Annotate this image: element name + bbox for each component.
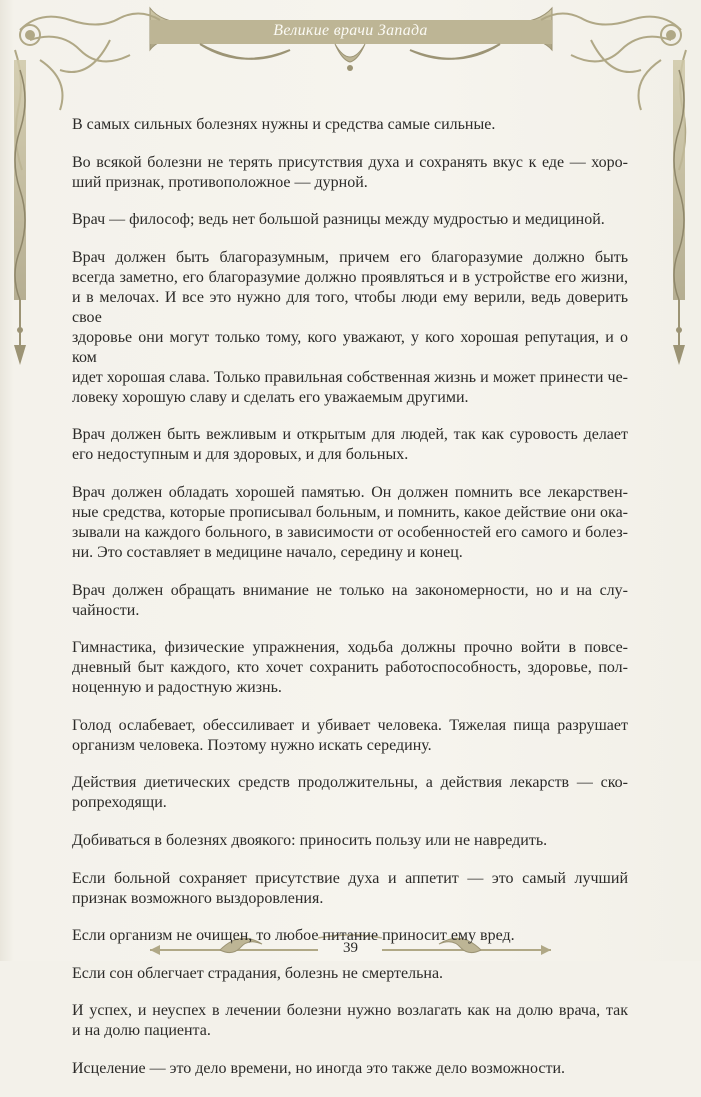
text-line: ловеку хорошую славу и сделать его уважаемым другими. [72, 388, 469, 406]
text-line: ни. Это составляет в медицине начало, середину и конец. [72, 543, 463, 561]
text-line: Врач — философ; ведь нет большой разницы между мудростью и медициной. [72, 211, 605, 229]
paragraph [72, 831, 628, 851]
text-line: зывали на каждого больного, в зависимости от особенностей его самого и болез- [72, 523, 628, 541]
text-line: Добиваться в болезнях двоякого: приносить пользу или не навредить. [72, 831, 548, 849]
text-line: Если сон облегчает страдания, болезнь не смертельна. [72, 964, 444, 982]
text-line: ший признак, противоположное — дурной. [72, 173, 368, 191]
text-line: организм человека. Поэтому нужно искать середину. [72, 736, 432, 754]
text-line: Исцеление — это дело времени, но иногда это также дело возможности. [72, 1059, 566, 1077]
text-line: здоровье они могут только тому, кого уважают, у кого хорошая репутация, и о ком [72, 328, 628, 366]
running-title: Великие врачи Запада [273, 22, 428, 39]
text-line: ропреходящи. [72, 794, 167, 812]
text-line: всегда заметно, его благоразумие должно проявляться и в устройстве его жизни, [72, 268, 628, 286]
text-line: ноценную и радостную жизнь. [72, 679, 282, 697]
paragraph [72, 964, 628, 984]
paragraph [72, 210, 628, 230]
text-line: В самых сильных болезнях нужны и средства самые сильные. [72, 116, 496, 133]
paragraph [72, 1059, 628, 1079]
text-line: Врач должен быть вежливым и открытым для людей, так как суровость делает [72, 426, 628, 444]
text-line: ные средства, которые прописывал больным, и помнить, какое действие они ока- [72, 503, 628, 521]
right-border [673, 60, 685, 365]
paragraph [72, 581, 628, 621]
text-line: Врач должен обращать внимание не только на закономерности, но и на слу- [72, 581, 628, 599]
text-line: Врач должен обладать хорошей памятью. Он должен помнить все лекарствен- [72, 483, 628, 501]
paragraph [72, 425, 628, 465]
text-line: и на долю пациента. [72, 1022, 211, 1040]
text-line: Если организм не очищен, то любое питание приносит ему вред. [72, 927, 515, 945]
text-line: И успех, и неуспех в лечении болезни нужно возлагать как на долю врача, так [72, 1002, 628, 1020]
paragraph [72, 638, 628, 698]
text-line: Врач должен быть благоразумным, причем его благоразумие должно быть [72, 248, 628, 266]
text-line: дневный быт каждого, кто хочет сохранить работоспособность, здоровье, пол- [72, 659, 628, 677]
text-line: Гимнастика, физические упражнения, ходьба должны прочно войти в повсе- [72, 639, 628, 657]
paragraph [72, 153, 628, 193]
text-line: его недоступным и для здоровых, и для больных. [72, 446, 409, 464]
paragraph [72, 483, 628, 563]
text-line: Если больной сохраняет присутствие духа и аппетит — это самый лучший [72, 869, 628, 887]
paragraph [72, 716, 628, 756]
paragraph [72, 248, 628, 408]
text-line: чайности. [72, 601, 140, 619]
text-line: и в мелочах. И все это нужно для того, чтобы люди ему верили, ведь доверить свое [72, 288, 628, 326]
paragraph [72, 115, 628, 135]
page-number: 39 [343, 940, 358, 956]
paragraph [72, 869, 628, 909]
text-line: Действия диетических средств продолжительны, а действия лекарств — ско- [72, 774, 628, 792]
text-line: Во всякой болезни не терять присутствия духа и сохранять вкус к еде — хоро- [72, 153, 628, 171]
paragraph [72, 1001, 628, 1041]
paragraph [72, 773, 628, 813]
text-line: признак возможного выздоровления. [72, 889, 324, 907]
text-line: идет хорошая слава. Только правильная собственная жизнь и может принести че- [72, 368, 628, 386]
left-border [14, 60, 26, 365]
text-line: Голод ослабевает, обессиливает и убивает человека. Тяжелая пища разрушает [72, 716, 628, 734]
